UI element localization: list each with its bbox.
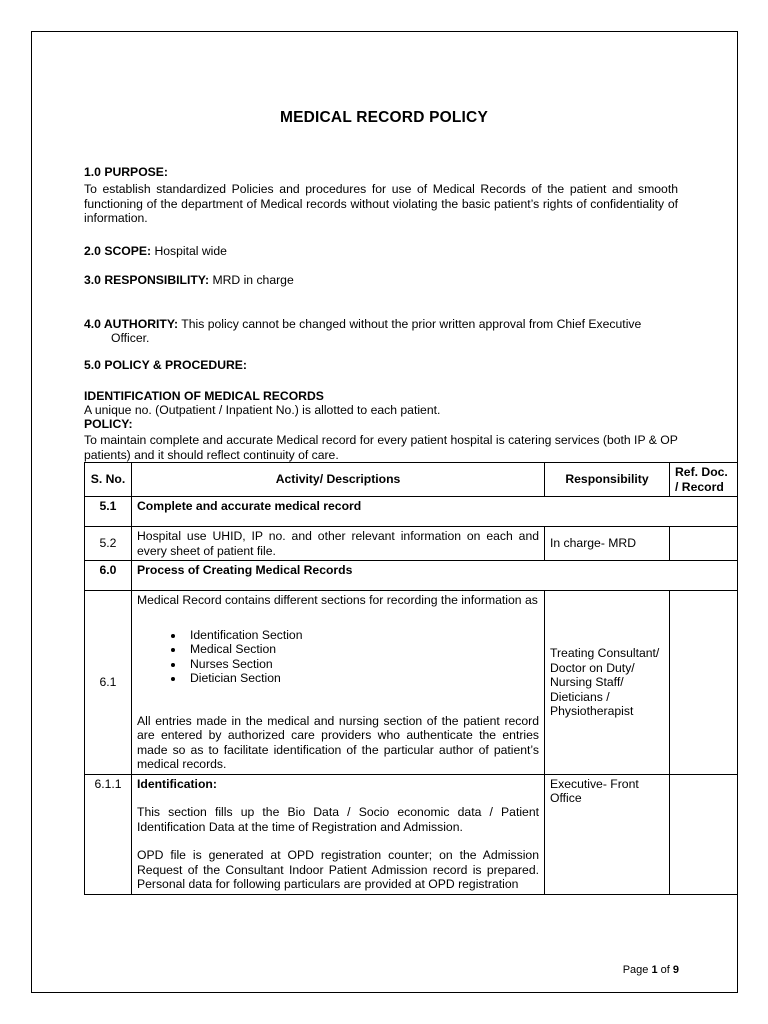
row-activity xyxy=(132,774,545,894)
page-number xyxy=(623,964,679,976)
row-ref-doc xyxy=(670,527,738,561)
page-label: Page xyxy=(622,964,652,976)
list-item: • Nurses Section xyxy=(185,657,539,672)
table-header-row xyxy=(85,463,738,497)
responsibility-text: MRD in charge xyxy=(209,273,294,287)
header-sno: S. No. xyxy=(85,463,132,497)
page-of-label: of xyxy=(657,964,673,976)
purpose-text: To establish standardized Policies and procedures for use of Medical Records of the patient and smooth functioning of the department of Medical records without violating the basic patient’s rights of confidentiality of information. xyxy=(84,182,678,225)
identification-paragraph-2: OPD file is generated at OPD registration counter; on the Admission Request of the Consultant Indoor Patient Admission record is prepared. Personal data for following particulars are provided at OPD registration xyxy=(137,848,539,891)
page-total: 9 xyxy=(672,964,679,976)
row-activity: Hospital use UHID, IP no. and other relevant information on each and every sheet of patient file. xyxy=(132,527,545,561)
list-item: • Medical Section xyxy=(185,642,539,657)
scope-text: Hospital wide xyxy=(151,244,227,258)
header-responsibility: Responsibility xyxy=(545,463,670,497)
list-item: • Identification Section xyxy=(185,628,539,643)
scope-line xyxy=(84,244,227,259)
row-sno: 6.0 xyxy=(85,561,132,591)
identification-text: A unique no. (Outpatient / Inpatient No.) is allotted to each patient. xyxy=(84,403,441,417)
header-ref-doc: Ref. Doc. / Record xyxy=(670,463,738,497)
policy-text: To maintain complete and accurate Medical record for every patient hospital is catering services (both IP & OP patients) and it should reflect continuity of care. xyxy=(84,433,678,462)
purpose-heading: 1.0 PURPOSE: xyxy=(84,165,168,179)
authority-text: This policy cannot be changed without the prior written approval from Chief Executive xyxy=(178,317,642,331)
authority-label: 4.0 AUTHORITY: xyxy=(84,317,179,331)
sections-list xyxy=(137,628,539,686)
list-item: • Dietician Section xyxy=(185,671,539,686)
document-title: MEDICAL RECORD POLICY xyxy=(279,109,488,126)
authority-text-continued: Officer. xyxy=(111,331,150,345)
row-responsibility: In charge- MRD xyxy=(545,527,670,561)
identification-heading: IDENTIFICATION OF MEDICAL RECORDS xyxy=(84,389,324,403)
table-row xyxy=(85,774,738,894)
table-row xyxy=(85,561,738,591)
table-row xyxy=(85,591,738,775)
row-ref-doc xyxy=(670,774,738,894)
row-ref-doc xyxy=(670,591,738,775)
table-row xyxy=(85,527,738,561)
header-activity: Activity/ Descriptions xyxy=(132,463,545,497)
procedure-table xyxy=(84,462,738,895)
table-row xyxy=(85,497,738,527)
policy-label: POLICY: xyxy=(84,417,133,431)
row-responsibility: Treating Consultant/ Doctor on Duty/ Nursing Staff/ Dieticians / Physiotherapist xyxy=(545,591,670,775)
row-responsibility: Executive- Front Office xyxy=(545,774,670,894)
entries-paragraph: All entries made in the medical and nursing section of the patient record are entered by authorized care providers who authenticate the entries made so as to facilitate identification of the particular author of patient’s medical records. xyxy=(137,713,539,771)
responsibility-label: 3.0 RESPONSIBILITY: xyxy=(84,273,210,287)
policy-procedure-heading: 5.0 POLICY & PROCEDURE: xyxy=(84,358,247,372)
identification-paragraph-1: This section fills up the Bio Data / Socio economic data / Patient Identification Data at the time of Registration and Admission. xyxy=(137,805,539,834)
row-activity xyxy=(132,591,545,775)
sections-intro: Medical Record contains different sections for recording the information as xyxy=(137,593,538,607)
scope-label: 2.0 SCOPE: xyxy=(84,244,152,258)
row-sno: 5.1 xyxy=(85,497,132,527)
row-sno: 5.2 xyxy=(85,527,132,561)
identification-subheading: Identification: xyxy=(137,776,217,791)
row-activity: Complete and accurate medical record xyxy=(132,497,738,527)
row-sno: 6.1 xyxy=(85,591,132,775)
authority-line xyxy=(84,317,684,332)
responsibility-line xyxy=(84,273,294,288)
row-activity: Process of Creating Medical Records xyxy=(132,561,738,591)
row-sno: 6.1.1 xyxy=(85,774,132,894)
page-current: 1 xyxy=(651,964,658,976)
